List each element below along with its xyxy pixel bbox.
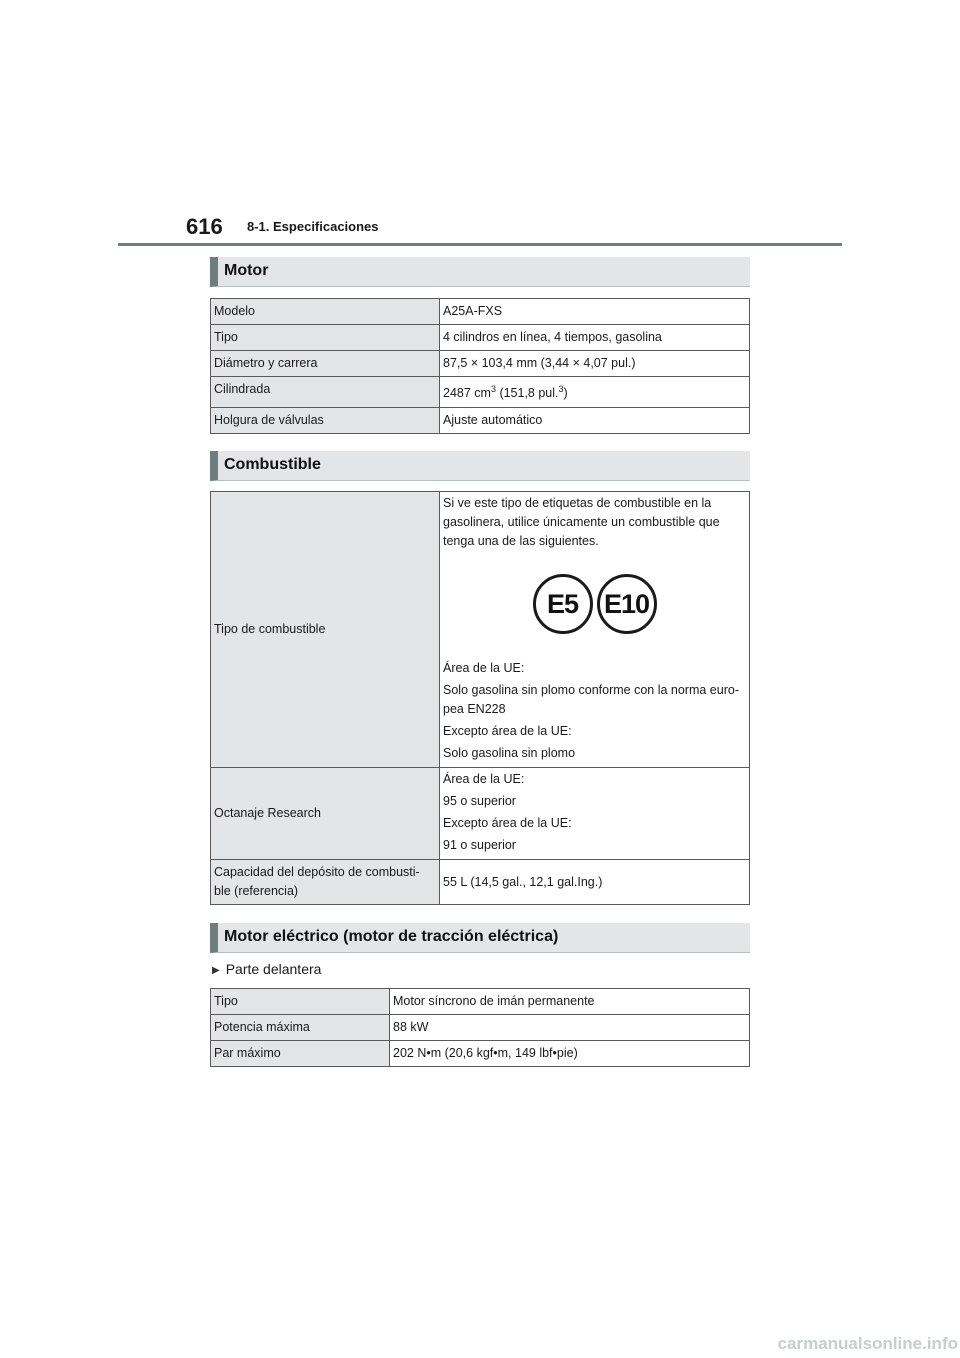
section-title: Combustible — [224, 456, 321, 473]
section-title: Motor — [224, 262, 269, 279]
motor-spec-table — [210, 298, 750, 434]
displacement-imperial: (151,8 pul. — [495, 386, 559, 400]
row-label: Diámetro y carrera — [211, 351, 440, 377]
page-number: 616 — [186, 214, 223, 239]
row-value: A25A-FXS — [440, 299, 750, 325]
row-value — [440, 377, 750, 408]
row-label: Tipo de combustible — [211, 492, 440, 768]
electric-motor-spec-table — [210, 988, 750, 1067]
e10-fuel-icon: E10 — [597, 574, 657, 634]
row-label: Par máximo — [211, 1041, 390, 1067]
row-value: Ajuste automático — [440, 408, 750, 434]
fuel-note: Excepto área de la UE: — [443, 724, 572, 738]
fuel-spec-table — [210, 491, 750, 905]
watermark: carmanualsonline.info — [777, 1334, 958, 1353]
header-divider — [118, 243, 842, 246]
displacement-value: 2487 cm — [443, 386, 491, 400]
row-label: Holgura de válvulas — [211, 408, 440, 434]
subsection-heading — [212, 961, 321, 977]
table-row — [211, 299, 750, 325]
row-value: Motor síncrono de imán permanente — [390, 989, 750, 1015]
e5-fuel-icon: E5 — [533, 574, 593, 634]
table-row — [211, 860, 750, 905]
table-row — [211, 408, 750, 434]
fuel-label-intro: Si ve este tipo de etiquetas de combustible en la gasolinera, utilice únicamente un combustible que tenga una de las siguientes. — [443, 496, 720, 548]
section-header-motor — [210, 257, 750, 287]
table-row — [211, 325, 750, 351]
row-label: Tipo — [211, 325, 440, 351]
superscript: 3 — [490, 384, 496, 394]
section-title: Motor eléctrico (motor de tracción eléctrica) — [224, 928, 559, 945]
row-value: 4 cilindros en línea, 4 tiempos, gasolina — [440, 325, 750, 351]
section-header-electric-motor — [210, 923, 750, 953]
row-value: 87,5 × 103,4 mm (3,44 × 4,07 pul.) — [440, 351, 750, 377]
fuel-note: Solo gasolina sin plomo — [443, 746, 576, 760]
closing-paren: ) — [563, 386, 568, 400]
subsection-label: Parte delantera — [225, 961, 322, 977]
table-row — [211, 989, 750, 1015]
section-header-combustible — [210, 451, 750, 481]
row-label: Modelo — [211, 299, 440, 325]
table-row — [211, 377, 750, 408]
row-label: Cilindrada — [211, 377, 440, 408]
row-value — [440, 492, 750, 768]
row-label: Potencia máxima — [211, 1015, 390, 1041]
fuel-note: Área de la UE: — [443, 661, 525, 675]
table-row — [211, 768, 750, 860]
table-row — [211, 1015, 750, 1041]
octane-note: Excepto área de la UE: — [443, 816, 572, 830]
table-row — [211, 1041, 750, 1067]
row-value: 88 kW — [390, 1015, 750, 1041]
row-value: 202 N•m (20,6 kgf•m, 149 lbf•pie) — [390, 1041, 750, 1067]
octane-note: Área de la UE: — [443, 772, 525, 786]
octane-note: 95 o superior — [443, 794, 516, 808]
row-value — [440, 768, 750, 860]
fuel-note: Solo gasolina sin plomo conforme con la norma euro-pea EN228 — [443, 683, 739, 716]
table-row — [211, 492, 750, 768]
table-row — [211, 351, 750, 377]
superscript: 3 — [558, 384, 564, 394]
triangle-bullet-icon: ▶ — [212, 965, 220, 976]
row-label: Tipo — [211, 989, 390, 1015]
row-value: 55 L (14,5 gal., 12,1 gal.Ing.) — [440, 860, 750, 905]
row-label: Octanaje Research — [211, 768, 440, 860]
row-label: Capacidad del depósito de combusti-ble (referencia) — [211, 860, 440, 905]
section-path: 8-1. Especificaciones — [247, 219, 379, 234]
fuel-label-icons — [443, 555, 746, 653]
octane-note: 91 o superior — [443, 838, 516, 852]
